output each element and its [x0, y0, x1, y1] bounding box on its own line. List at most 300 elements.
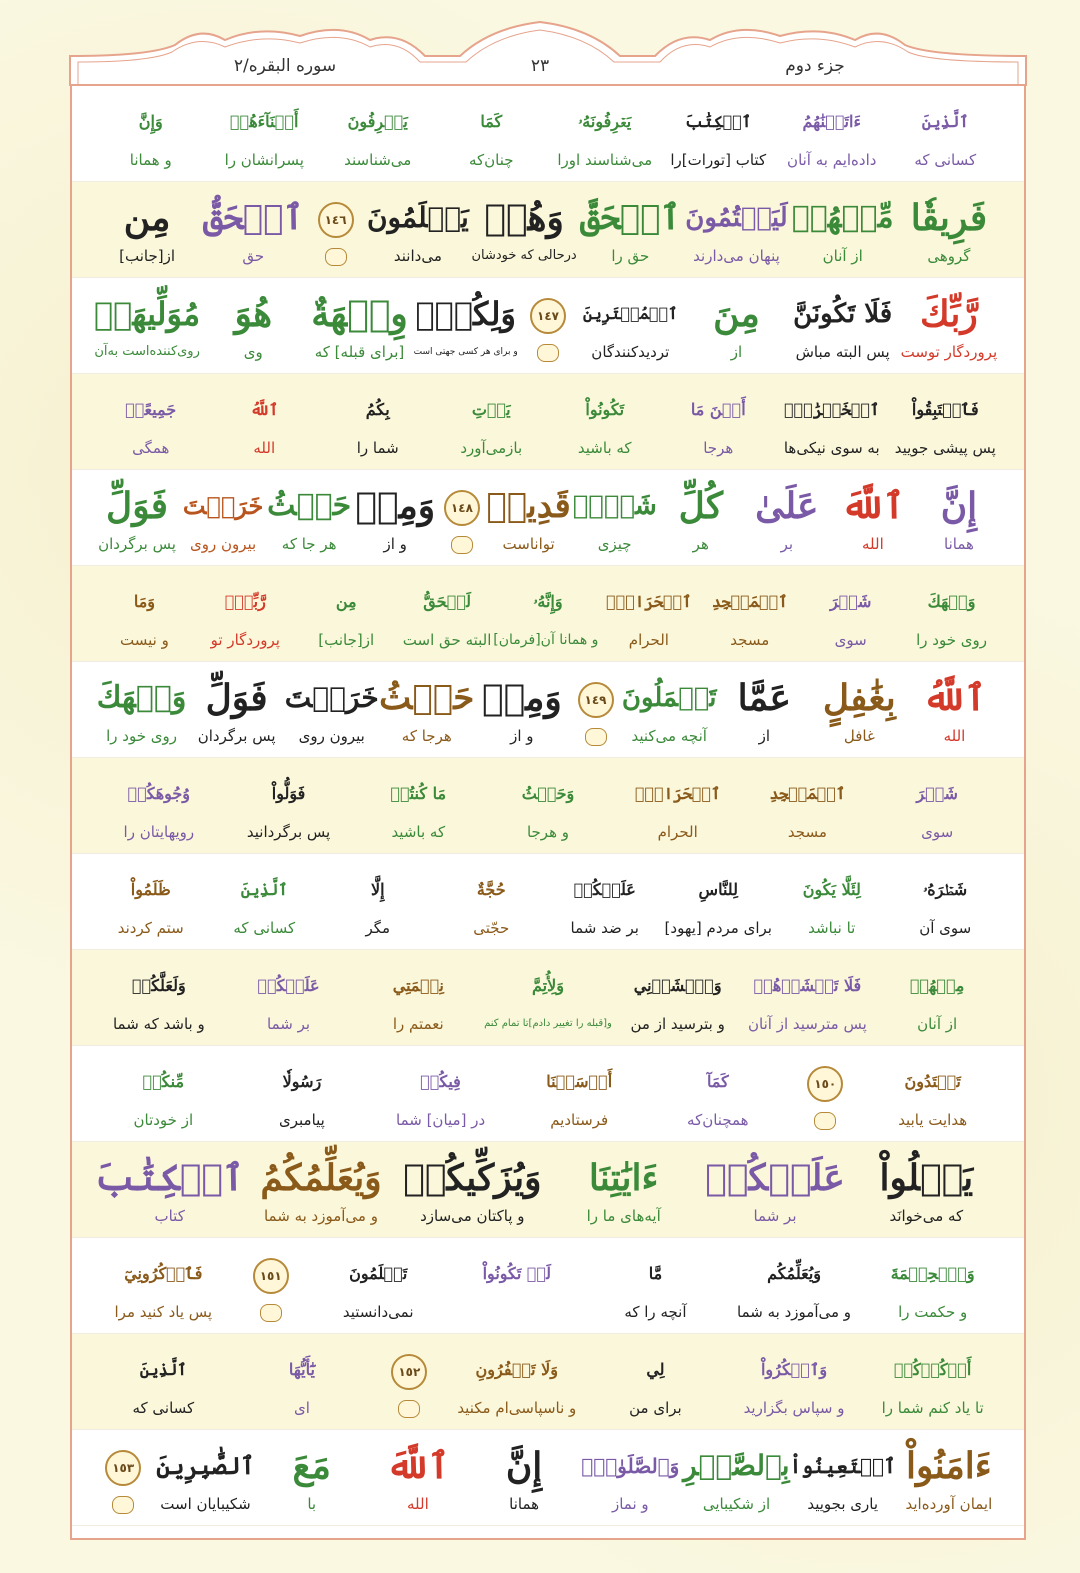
arabic-word: وَمَا	[133, 592, 156, 611]
verse-row	[72, 1238, 1024, 1334]
word-pair	[471, 1430, 577, 1526]
word-pair	[800, 566, 901, 662]
word-pair	[371, 1046, 510, 1142]
persian-translation: بر	[780, 535, 794, 553]
arabic-word: كَمَآ	[706, 1072, 729, 1091]
arabic-word: بِٱلصَّبۡرِ	[683, 1449, 790, 1482]
arabic-word: وَإِنَّهُۥ	[533, 592, 563, 611]
word-pair	[744, 470, 830, 566]
verse-row	[72, 854, 1024, 950]
word-pair	[863, 1046, 1002, 1142]
arabic-word: ٱلۡحَرَامِۚ	[634, 784, 721, 803]
arabic-word: خَرَجۡتَ	[182, 491, 264, 520]
word-pair	[577, 278, 683, 374]
persian-translation: و از	[510, 727, 534, 745]
arabic-word: وَلَا تَكۡفُرُونِ	[475, 1360, 559, 1379]
persian-translation: تا یاد کنم شما را	[881, 1399, 984, 1417]
verse-number: ١٥١	[253, 1258, 289, 1294]
verse-row	[72, 950, 1024, 1046]
word-pair	[586, 1334, 725, 1430]
word-pair	[790, 1430, 896, 1526]
arabic-word: فَلَا تَخۡشَوۡهُمۡ	[753, 976, 862, 995]
persian-translation: نعمتم را	[392, 1015, 444, 1033]
arabic-word: فَوَلِّ	[205, 677, 268, 719]
arabic-word: شَطۡرَهُۥ	[923, 880, 968, 899]
verse-number: ١٥٣	[105, 1450, 141, 1486]
word-pair	[152, 1430, 258, 1526]
verse-number-marker	[528, 296, 568, 336]
persian-translation: رویهایتان را	[123, 823, 195, 841]
arabic-word: وَٱلۡحِكۡمَةَ	[890, 1264, 975, 1283]
persian-translation: در [میان] شما	[396, 1111, 486, 1129]
persian-translation: سوی	[921, 823, 954, 841]
word-pair	[435, 854, 549, 950]
arabic-word: فَوَلُّواْ	[271, 784, 306, 803]
persian-translation: کتاب [تورات]را	[670, 151, 767, 169]
persian-translation: و برای هر کسی جهتی است	[413, 347, 518, 357]
word-pair	[208, 374, 322, 470]
arabic-word: ٱلۡحَرَامِۖ	[606, 592, 692, 611]
persian-translation: الحرام	[628, 631, 669, 649]
word-pair	[233, 1334, 372, 1430]
arabic-word: ٱلَّذِينَ	[240, 880, 288, 899]
verse-number-mini-icon	[585, 728, 607, 746]
verse-number-mini-icon	[398, 1400, 420, 1418]
word-pair	[649, 1046, 788, 1142]
word-pair	[447, 1334, 586, 1430]
persian-translation: همگی	[132, 439, 170, 457]
arabic-word: حُجَّةٌ	[476, 880, 506, 899]
arabic-word: فَلَا تَكُونَنَّ	[793, 299, 893, 329]
arabic-word: إِلَّا	[370, 880, 385, 899]
arabic-word: لَيَكۡتُمُونَ	[685, 203, 788, 233]
persian-translation: پروردگار توست	[900, 343, 998, 361]
word-pair	[397, 1142, 548, 1238]
persian-translation: شما را	[356, 439, 399, 457]
word-pair	[916, 470, 1002, 566]
arabic-word: ٱلۡحَقُّ	[202, 198, 304, 238]
persian-translation: بر شما	[753, 1207, 797, 1225]
arabic-word: ٱسۡتَعِينُواْ	[789, 1454, 896, 1478]
word-pair	[743, 758, 873, 854]
persian-translation: بازمی‌آورد	[460, 439, 523, 457]
word-pair	[896, 182, 1002, 278]
persian-translation: و هرجا	[526, 823, 570, 841]
arabic-word: ءَاتَيۡنَٰهُمُ	[802, 112, 861, 131]
persian-translation: پس برگردان	[98, 535, 176, 553]
persian-translation: و می‌آموزد به شما	[737, 1303, 852, 1321]
arabic-word: مَّا	[648, 1264, 663, 1283]
word-pair	[896, 278, 1002, 374]
word-pair	[830, 470, 916, 566]
persian-translation: هرجا	[703, 439, 734, 457]
arabic-word: ٱللَّهُ	[250, 400, 279, 419]
arabic-word: ٱلَّذِينَ	[921, 112, 969, 131]
persian-translation: از آنان	[822, 247, 863, 265]
arabic-word: وِجۡهَةٌ	[311, 293, 408, 335]
word-pair	[309, 1238, 448, 1334]
persian-translation: ای	[293, 1399, 310, 1417]
persian-translation: از آنان	[917, 1015, 958, 1033]
arabic-word: أَذۡكُرۡكُمۡ	[894, 1360, 972, 1379]
arabic-word: خَرَجۡتَ	[284, 681, 379, 714]
verse-number: ١٤٧	[530, 298, 566, 334]
verse-number-marker	[442, 488, 482, 528]
word-pair	[743, 950, 873, 1046]
persian-translation: پیامبری	[279, 1111, 325, 1129]
arabic-word: عَمَّا	[737, 677, 791, 719]
persian-translation: کسانی که	[132, 1399, 195, 1417]
persian-translation: پنهان می‌دارند	[693, 247, 780, 265]
arabic-word: تَكُونُواْ	[585, 400, 625, 419]
arabic-word: فَرِيقٗا	[910, 197, 988, 239]
verse-number-mini-icon	[814, 1112, 836, 1130]
persian-translation: و ناسپاسی‌ام مکنید	[457, 1399, 577, 1417]
persian-translation: که می‌خوانَد	[889, 1207, 964, 1225]
arabic-word: وَٱخۡشَوۡنِي	[633, 976, 722, 995]
word-pair	[321, 86, 435, 182]
persian-translation: ستم کردند	[117, 919, 184, 937]
word-pair	[266, 470, 352, 566]
arabic-word: ٱللَّهَ	[841, 485, 905, 527]
word-pair	[94, 662, 189, 758]
arabic-word: تَعۡمَلُونَ	[621, 683, 717, 713]
arabic-word: فَوَلِّ	[106, 485, 169, 527]
arabic-word: ٱلَّذِينَ	[139, 1360, 187, 1379]
persian-translation: تردیدکنندگان	[591, 343, 670, 361]
persian-translation: نمی‌دانستید	[342, 1303, 414, 1321]
word-pair	[94, 86, 208, 182]
word-pair	[510, 1046, 649, 1142]
persian-translation: وی	[243, 343, 263, 361]
arabic-word: عَلَىٰ	[755, 485, 819, 527]
arabic-word: وَحَيۡثُ	[521, 784, 575, 803]
persian-translation: می‌شناسند اورا	[557, 151, 653, 169]
persian-translation: از خودتان	[133, 1111, 194, 1129]
arabic-word: عَلَيۡكُمۡ	[705, 1157, 845, 1199]
word-pair	[471, 182, 577, 278]
persian-translation: برای من	[629, 1399, 682, 1417]
arabic-word: ءَامَنُواْ	[906, 1445, 992, 1487]
persian-translation: البته حق است	[402, 631, 492, 649]
arabic-word: جَمِيعًاۚ	[125, 400, 177, 419]
word-pair	[94, 1046, 233, 1142]
word-pair	[474, 662, 569, 758]
word-pair	[321, 374, 435, 470]
persian-translation: الله	[943, 727, 966, 745]
word-pair	[94, 182, 200, 278]
persian-translation: هر	[692, 535, 709, 553]
persian-translation: پس البته مباش	[795, 343, 890, 361]
word-pair	[577, 182, 683, 278]
arabic-word: إِنَّ	[505, 1445, 543, 1487]
verse-number: ١٥٠	[807, 1066, 843, 1102]
word-pair	[94, 1142, 245, 1238]
word-pair	[662, 854, 776, 950]
word-pair	[699, 566, 800, 662]
verse-number: ١٤٩	[578, 682, 614, 718]
persian-translation: مسجد	[730, 631, 770, 649]
arabic-word: لَلۡحَقُّ	[423, 592, 471, 611]
word-pair	[94, 854, 208, 950]
verse-number-mini-icon	[260, 1304, 282, 1322]
arabic-word: رَّبِّكَ	[920, 293, 978, 335]
persian-translation: هدایت یابید	[898, 1111, 968, 1129]
persian-translation: همانا	[509, 1495, 540, 1513]
word-pair	[200, 182, 306, 278]
word-pair	[94, 758, 224, 854]
verse-row	[72, 470, 1024, 566]
persian-translation: حق را	[611, 247, 650, 265]
arabic-word: ٱلۡكِتَٰبَ	[685, 112, 752, 131]
word-pair	[284, 662, 379, 758]
persian-translation: با	[307, 1495, 317, 1513]
persian-translation: پسرانشان را	[224, 151, 304, 169]
word-pair	[379, 662, 474, 758]
word-pair	[365, 1430, 471, 1526]
word-pair	[548, 1142, 699, 1238]
arabic-word: وَٱشۡكُرُواْ	[760, 1360, 828, 1379]
word-pair	[483, 758, 613, 854]
persian-translation: و سپاس بگزارید	[743, 1399, 845, 1417]
word-pair	[365, 182, 471, 278]
arabic-word: مِنۡهُمۡ	[909, 976, 965, 995]
arabic-word: وَيُعَلِّمُكُم	[767, 1264, 822, 1283]
persian-translation: و نماز	[611, 1495, 649, 1513]
persian-translation: فرستادیم	[550, 1111, 609, 1129]
verse-number-mini-icon	[537, 344, 559, 362]
persian-translation: مگر	[365, 919, 391, 937]
persian-translation: و همانا	[129, 151, 172, 169]
word-pair	[790, 182, 896, 278]
word-pair	[94, 278, 200, 374]
verse-row	[72, 182, 1024, 278]
verse-row	[72, 86, 1024, 182]
verse-number: ١٤٨	[444, 490, 480, 526]
arabic-word: يَٰٓأَيُّهَا	[288, 1360, 315, 1379]
word-pair	[189, 662, 284, 758]
arabic-word: رَّبِّكَۗ	[224, 592, 266, 611]
persian-translation: کسانی که	[233, 919, 296, 937]
word-pair	[259, 1430, 365, 1526]
arabic-word: وَيُعَلِّمُكُمُ	[260, 1157, 382, 1199]
word-pair	[353, 758, 483, 854]
verse-number-marker	[103, 1448, 143, 1488]
arabic-word: تَهۡتَدُونَ	[904, 1072, 961, 1091]
word-pair	[725, 1238, 864, 1334]
persian-translation: مسجد	[787, 823, 827, 841]
word-pair	[572, 470, 658, 566]
word-pair	[889, 854, 1003, 950]
persian-translation: سوی آن	[919, 919, 972, 937]
word-pair	[245, 1142, 396, 1238]
persian-translation: درحالی که خودشان	[471, 248, 577, 263]
word-pair	[224, 950, 354, 1046]
arabic-word: أَرۡسَلۡنَا	[546, 1072, 613, 1091]
arabic-word: حَيۡثُ	[267, 488, 352, 523]
word-pair	[872, 758, 1002, 854]
persian-translation: بیرون روی	[298, 727, 365, 745]
persian-translation: و از	[383, 535, 407, 553]
persian-translation: برای مردم [یهود]	[664, 919, 772, 937]
persian-translation: و[قبله را تغییر دادم]تا تمام کنم	[484, 1018, 612, 1029]
word-pair	[851, 1142, 1002, 1238]
word-pair	[195, 566, 296, 662]
arabic-word: مِن	[123, 197, 171, 239]
persian-translation: همچنان‌که	[687, 1111, 749, 1129]
arabic-word: وَٱلصَّلَوٰةِۚ	[581, 1454, 680, 1478]
arabic-word: يَأۡتِ	[471, 400, 511, 419]
word-pair	[548, 374, 662, 470]
persian-translation: هر جا که	[281, 535, 337, 553]
word-pair	[872, 950, 1002, 1046]
persian-translation: از[جانب]	[318, 631, 375, 649]
arabic-word: وُجُوهَكُمۡ	[127, 784, 191, 803]
persian-translation: گروهی	[927, 247, 971, 265]
arabic-word: ٱلۡمُمۡتَرِينَ	[582, 304, 678, 323]
header-ornament	[0, 0, 1080, 90]
persian-translation: [برای قبله] که	[314, 343, 405, 361]
arabic-word: مُوَلِّيهَاۖ	[93, 295, 201, 333]
verse-row	[72, 758, 1024, 854]
word-pair	[548, 86, 662, 182]
persian-translation: بیرون روی	[189, 535, 257, 553]
verse-row	[72, 566, 1024, 662]
word-pair	[447, 1238, 586, 1334]
persian-translation: هرجا که	[401, 727, 452, 745]
arabic-word: مَعَ	[292, 1445, 331, 1487]
arabic-word: ٱلۡخَيۡرَٰتِۚ	[784, 400, 880, 419]
persian-translation: تا نباشد	[808, 919, 856, 937]
word-pair	[683, 278, 789, 374]
arabic-word: مِّنۡهُمۡ	[791, 200, 894, 235]
word-pair	[790, 278, 896, 374]
arabic-word: لِئَلَّا يَكُونَ	[802, 880, 861, 899]
persian-translation: همانا	[944, 535, 974, 553]
persian-translation: از	[730, 343, 743, 361]
persian-translation: الله	[407, 1495, 429, 1513]
arabic-word: مِّنكُمۡ	[142, 1072, 185, 1091]
arabic-word: يَعۡرِفُونَ	[347, 112, 408, 131]
word-pair	[435, 86, 549, 182]
arabic-word: كُلِّ	[678, 485, 723, 527]
persian-translation: ایمان آورده‌اید	[905, 1495, 993, 1513]
arabic-word: وَجۡهَكَ	[927, 592, 976, 611]
verse-row	[72, 1334, 1024, 1430]
persian-translation: که باشید	[391, 823, 446, 841]
word-pair	[180, 470, 266, 566]
word-pair	[94, 1238, 233, 1334]
word-pair	[548, 854, 662, 950]
verse-rows	[72, 86, 1024, 1526]
persian-translation: حجّتی	[473, 919, 510, 937]
persian-translation: و می‌آموزد به شما	[263, 1207, 378, 1225]
arabic-word: بِكُمُ	[365, 400, 390, 419]
persian-translation: الحرام	[657, 823, 698, 841]
arabic-word: كَمَا	[480, 112, 503, 131]
word-pair	[233, 1046, 372, 1142]
word-pair	[717, 662, 812, 758]
verse-number-marker	[576, 680, 616, 720]
arabic-word: شَطۡرَ	[916, 784, 958, 803]
persian-translation: پس برگردانید	[246, 823, 331, 841]
word-pair	[435, 374, 549, 470]
verse-number-marker	[316, 200, 356, 240]
word-pair	[413, 278, 519, 374]
arabic-word: يَتۡلُواْ	[879, 1157, 974, 1199]
word-pair	[699, 1142, 850, 1238]
arabic-word: ٱللَّهُ	[922, 677, 987, 719]
arabic-word: تَعۡلَمُونَ	[349, 1264, 408, 1283]
persian-translation: پس برگردان	[197, 727, 276, 745]
persian-translation: سوی	[834, 631, 867, 649]
persian-translation: چنان‌که	[468, 151, 514, 169]
persian-translation: آنچه می‌کنید	[631, 727, 707, 745]
word-pair	[94, 374, 208, 470]
word-pair	[94, 566, 195, 662]
arabic-word: قَدِيرٞ	[486, 486, 571, 526]
persian-translation: روی‌کننده‌است به‌آن	[94, 344, 200, 359]
page-number: ۲۳	[530, 56, 550, 76]
persian-translation: الله	[253, 439, 276, 457]
arabic-word: فِيكُمۡ	[420, 1072, 461, 1091]
word-pair	[662, 374, 776, 470]
persian-translation: تواناست	[502, 535, 555, 553]
persian-translation: پس مترسید از آنان	[748, 1015, 867, 1033]
arabic-word: لِي	[646, 1360, 665, 1379]
word-pair	[725, 1334, 864, 1430]
word-pair	[352, 470, 438, 566]
word-pair	[863, 1334, 1002, 1430]
arabic-word: ءَايَٰتِنَا	[588, 1157, 659, 1199]
word-pair	[889, 86, 1003, 182]
persian-translation: که باشید	[577, 439, 632, 457]
word-pair	[306, 278, 412, 374]
word-pair	[577, 1430, 683, 1526]
persian-translation: پس پیشی جویید	[894, 439, 996, 457]
word-pair	[896, 1430, 1002, 1526]
persian-translation: و نیست	[120, 631, 169, 649]
word-pair	[224, 758, 354, 854]
verse-number-marker	[805, 1064, 845, 1104]
word-pair	[397, 566, 498, 662]
arabic-word: ٱللَّهَ	[386, 1445, 450, 1487]
persian-translation: از	[758, 727, 770, 745]
persian-translation: چیزی	[597, 535, 632, 553]
persian-translation: از شکیبایی	[702, 1495, 771, 1513]
verse-row	[72, 374, 1024, 470]
arabic-word: أَبۡنَآءَهُمۡ	[229, 112, 299, 131]
verse-number: ١٥٢	[391, 1354, 427, 1390]
word-pair	[486, 470, 572, 566]
persian-translation: پروردگار تو	[210, 631, 280, 649]
arabic-word: بِغَٰفِلٍ	[822, 677, 896, 719]
word-pair	[613, 950, 743, 1046]
arabic-word: هُوَ	[234, 293, 273, 335]
juz-label: جزء دوم	[785, 56, 845, 76]
arabic-word: ٱلصَّٰبِرِينَ	[156, 1451, 255, 1480]
arabic-word: وَلِكُلّٖ	[415, 295, 516, 333]
persian-translation: می‌دانند	[393, 247, 442, 265]
persian-translation: و بترسید از من	[630, 1015, 725, 1033]
persian-translation: کسانی که	[914, 151, 977, 169]
persian-translation: به سوی نیکی‌ها	[783, 439, 880, 457]
arabic-word: مِن	[335, 592, 357, 611]
word-pair	[353, 950, 483, 1046]
arabic-word: لَمۡ تَكُونُواْ	[482, 1264, 551, 1283]
arabic-word: مَا كُنتُمۡ	[390, 784, 447, 803]
arabic-word: لِلنَّاسِ	[698, 880, 738, 899]
